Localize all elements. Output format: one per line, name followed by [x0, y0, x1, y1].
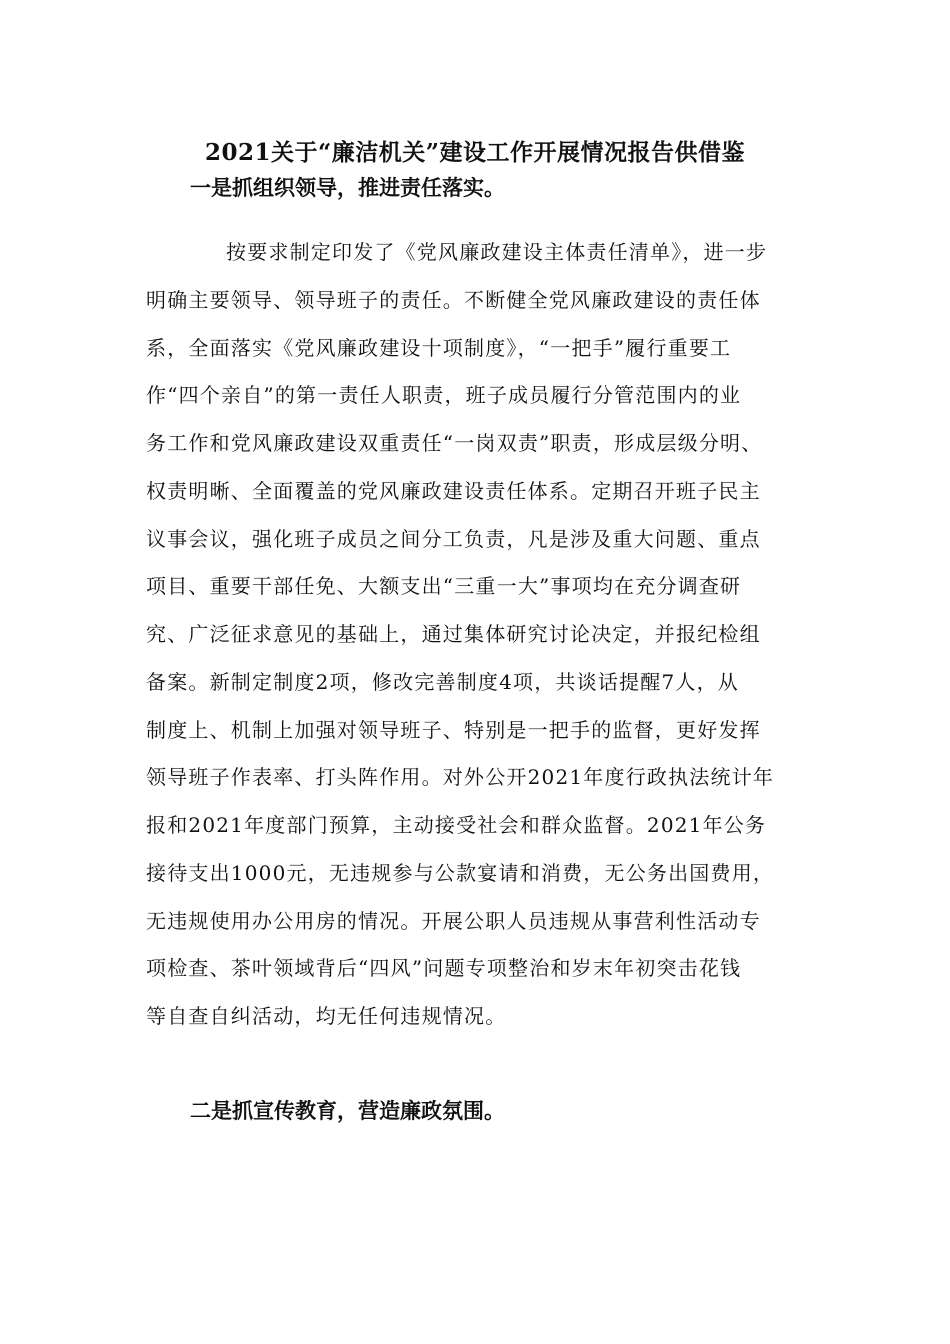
body-line: 制度上、机制上加强对领导班子、特别是一把手的监督，更好发挥 — [146, 717, 761, 742]
document-title: 2021关于“廉洁机关”建设工作开展情况报告供借鉴 — [205, 139, 745, 166]
section-one-body — [146, 232, 816, 1044]
section-two-heading: 二是抓宣传教育，营造廉政氛围。 — [190, 1098, 505, 1123]
body-line: 备案。新制定制度2项，修改完善制度4项，共谈话提醒7人，从 — [146, 669, 739, 694]
body-line: 务工作和党风廉政建设双重责任“一岗双责”职责，形成层级分明、 — [146, 431, 763, 455]
body-line: 无违规使用办公用房的情况。开展公职人员违规从事营利性活动专 — [146, 908, 761, 933]
body-line: 等自查自纠活动，均无任何违规情况。 — [146, 1004, 507, 1028]
body-line: 项目、重要干部任免、大额支出“三重一大”事项均在充分调查研 — [146, 574, 742, 599]
body-line: 议事会议，强化班子成员之间分工负责，凡是涉及重大问题、重点 — [146, 526, 761, 551]
body-line: 按要求制定印发了《党风廉政建设主体责任清单》，进一步 — [226, 240, 768, 264]
body-line: 接待支出1000元，无违规参与公款宴请和消费，无公务出国费用， — [146, 860, 775, 885]
body-line: 项检查、茶叶领域背后“四风”问题专项整治和岁末年初突击花钱 — [146, 956, 742, 981]
body-line: 领导班子作表率、打头阵作用。对外公开2021年度行政执法统计年 — [146, 765, 775, 790]
body-line: 作“四个亲自”的第一责任人职责，班子成员履行分管范围内的业 — [146, 383, 742, 408]
body-line: 明确主要领导、领导班子的责任。不断健全党风廉政建设的责任体 — [146, 287, 761, 312]
body-line: 究、广泛征求意见的基础上，通过集体研究讨论决定，并报纪检组 — [146, 622, 761, 646]
body-line: 权责明晰、全面覆盖的党风廉政建设责任体系。定期召开班子民主 — [146, 478, 761, 503]
section-one-heading: 一是抓组织领导，推进责任落实。 — [190, 175, 505, 200]
body-line: 系，全面落实《党风廉政建设十项制度》，“一把手”履行重要工 — [146, 335, 732, 360]
body-line: 报和2021年度部门预算，主动接受社会和群众监督。2021年公务 — [146, 813, 767, 837]
